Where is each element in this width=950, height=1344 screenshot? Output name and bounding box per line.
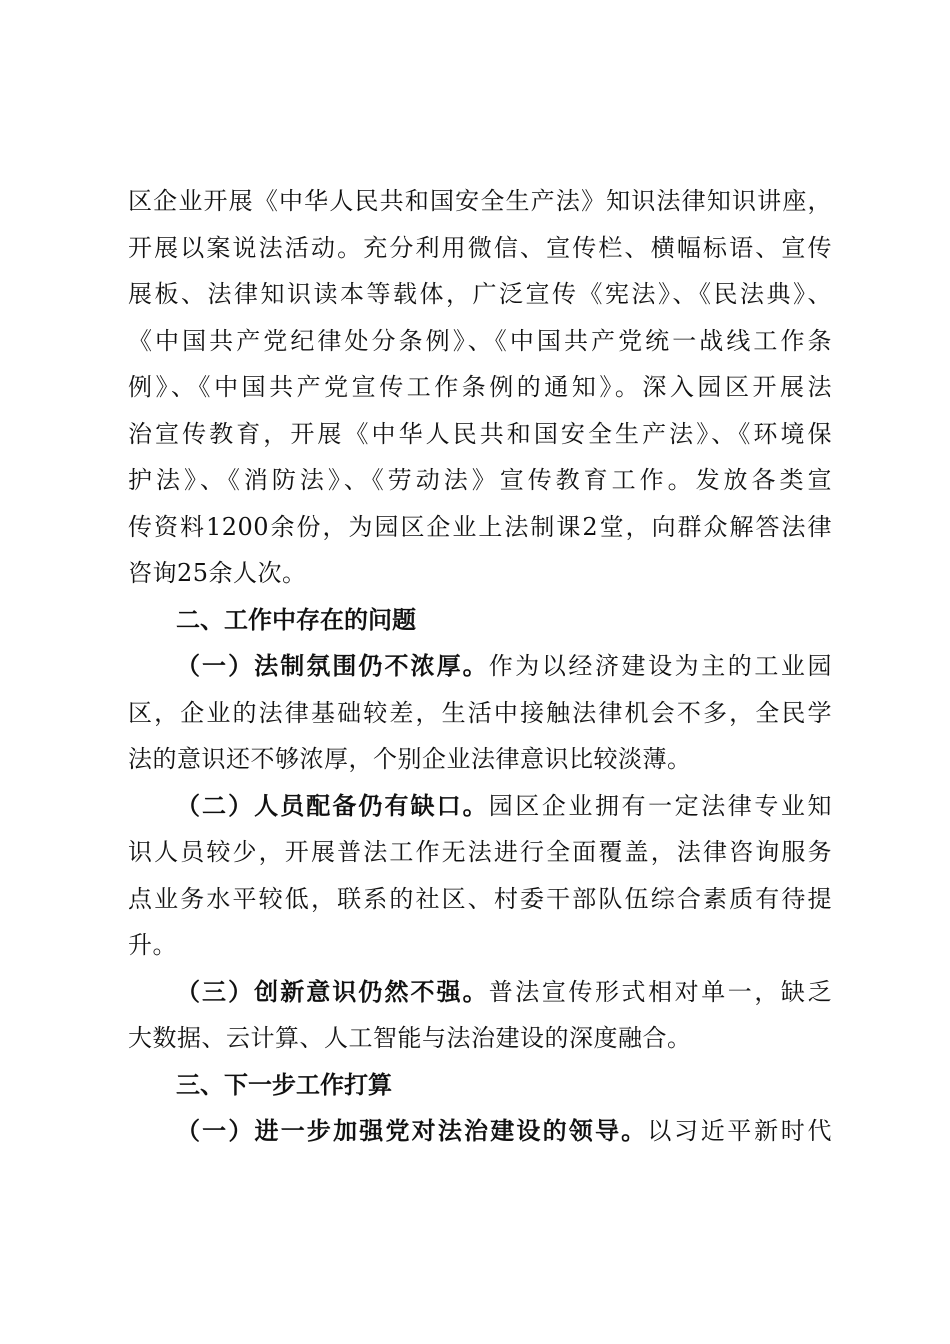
text-line: 大数据、云计算、人工智能与法治建设的深度融合。 [128, 1024, 692, 1052]
plan-text: 以习近平新时代 [647, 1117, 832, 1145]
plan-lead: （一）进一步加强党对法治建设的领导。 [176, 1117, 648, 1145]
text-line [128, 969, 832, 1016]
issue-lead: （三）创新意识仍然不强。 [176, 977, 489, 1006]
paragraph-issue-legal-atmosphere [128, 643, 832, 783]
text-line [128, 783, 832, 830]
section-heading-problems: 二、工作中存在的问题 [176, 605, 416, 634]
text-line: 法的意识还不够浓厚，个别企业法律意识比较淡薄。 [128, 745, 692, 773]
text-line: 护法》、《消防法》、《劳动法》宣传教育工作。发放各类宣 [128, 466, 832, 494]
section-heading-next-steps: 三、下一步工作打算 [176, 1070, 392, 1099]
text-line: 展板、法律知识读本等载体，广泛宣传《宪法》、《民法典》、 [128, 280, 832, 308]
issue-text: 普法宣传形式相对单一，缺乏 [488, 977, 832, 1006]
text-line: 区，企业的法律基础较差，生活中接触法律机会不多，全民学 [128, 698, 832, 727]
text-line: 例》、《中国共产党宣传工作条例的通知》。深入园区开展法 [128, 373, 832, 401]
paragraph-plan-party-leadership [128, 1108, 832, 1155]
document-body [128, 178, 832, 1155]
issue-text: 作为以经济建设为主的工业园 [488, 652, 832, 680]
text-line: 传资料1200余份，为园区企业上法制课2堂，向群众解答法律 [128, 512, 832, 541]
text-line: 点业务水平较低，联系的社区、村委干部队伍综合素质有待提 [128, 884, 832, 913]
text-line: 识人员较少，开展普法工作无法进行全面覆盖，法律咨询服务 [128, 838, 832, 866]
text-line: 治宣传教育，开展《中华人民共和国安全生产法》、《环境保 [128, 419, 832, 448]
issue-text: 园区企业拥有一定法律专业知 [488, 791, 832, 820]
issue-lead: （二）人员配备仍有缺口。 [176, 791, 489, 820]
paragraph-issue-innovation [128, 969, 832, 1062]
text-line [128, 643, 832, 690]
text-line: 咨询25余人次。 [128, 559, 307, 587]
paragraph-issue-staffing [128, 783, 832, 969]
text-line: 《中国共产党纪律处分条例》、《中国共产党统一战线工作条 [128, 326, 832, 355]
text-line [128, 1108, 832, 1155]
paragraph-publicity-activities [128, 178, 832, 597]
issue-lead: （一）法制氛围仍不浓厚。 [176, 652, 489, 680]
text-line: 区企业开展《中华人民共和国安全生产法》知识法律知识讲座， [128, 187, 832, 215]
text-line: 开展以案说法活动。充分利用微信、宣传栏、横幅标语、宣传 [128, 233, 832, 262]
text-line: 升。 [128, 931, 177, 959]
